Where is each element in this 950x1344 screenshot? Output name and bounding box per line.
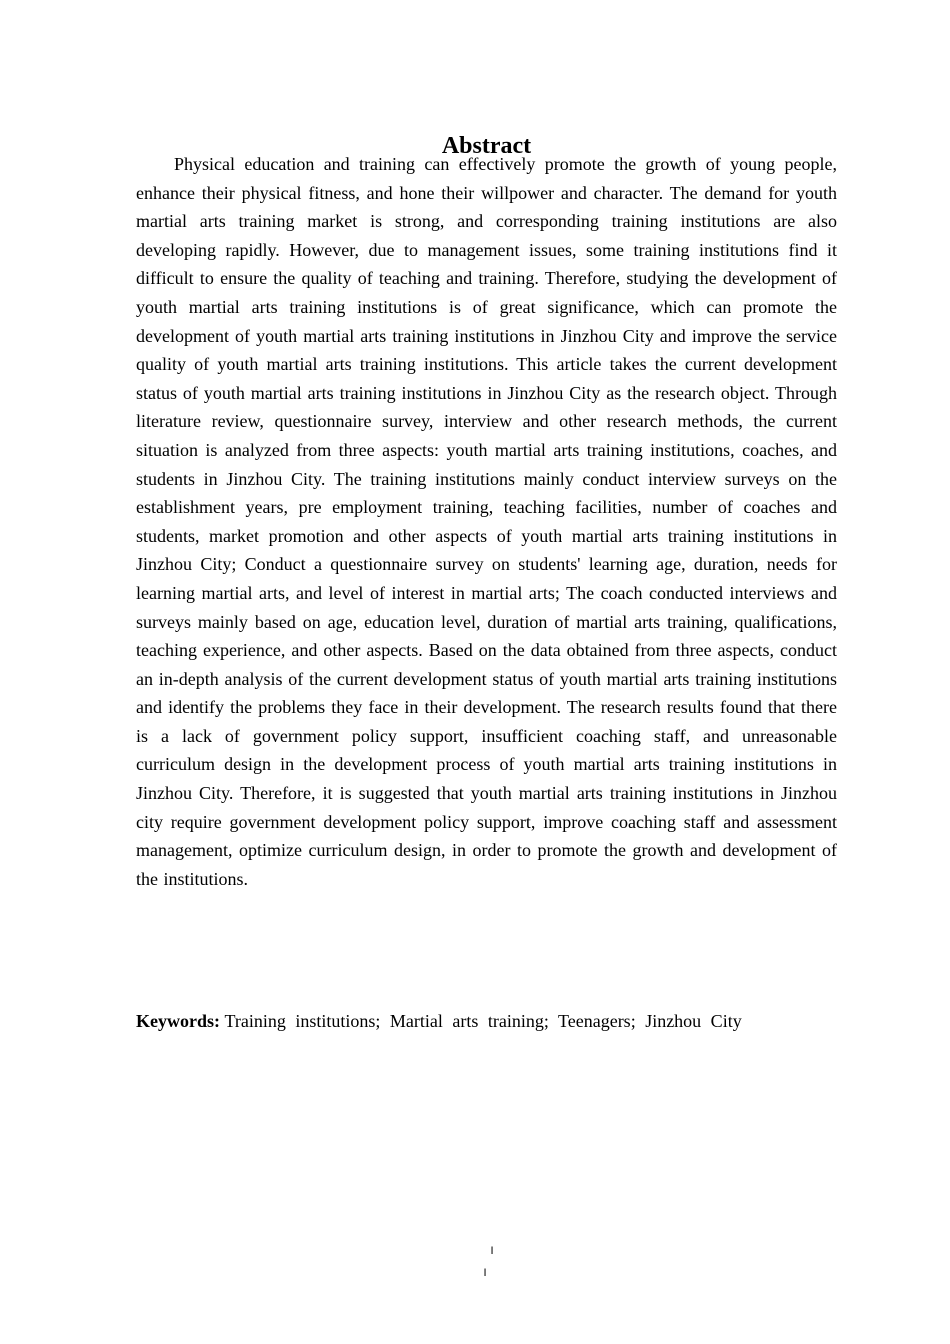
abstract-title: Abstract [441, 133, 532, 160]
abstract-body: Physical education and training can effectively promote the growth of young people, enhance their physical fitness, and hone their willpower and character. The demand for youth martial arts training market is strong, and corresponding training institutions are also developing rapidly. However, due to management issues, some training institutions find it difficult to ensure the quality of teaching and training. Therefore, studying the development of youth martial arts training institutions is of great significance, which can promote the development of youth martial arts training institutions in Jinzhou City and improve the service quality of youth martial arts training institutions. This article takes the current development status of youth martial arts training institutions in Jinzhou City as the research object. Through literature review, questionnaire survey, interview and other research methods, the current situation is analyzed from three aspects: youth martial arts training institutions, coaches, and students in Jinzhou City. The training institutions mainly conduct interview surveys on the establishment years, pre employment training, teaching facilities, number of coaches and students, market promotion and other aspects of youth martial arts training institutions in Jinzhou City; Conduct a questionnaire survey on students' learning age, duration, needs for learning martial arts, and level of interest in martial arts; The coach conducted interviews and surveys mainly based on age, education level, duration of martial arts training, qualifications, teaching experience, and other aspects. Based on the data obtained from three aspects, conduct an in-depth analysis of the current development status of youth martial arts training institutions and identify the problems they face in their development. The research results found that there is a lack of government policy support, insufficient coaching staff, and unreasonable curriculum design in the development process of youth martial arts training institutions in Jinzhou City. Therefore, it is suggested that youth martial arts training institutions in Jinzhou city require government development policy support, improve coaching staff and assessment management, optimize curriculum design, in order to promote the growth and development of the institutions. [136, 154, 837, 889]
page-number-secondary: I [483, 1267, 487, 1279]
keywords-line [136, 1007, 837, 1035]
page-number: I [490, 1245, 494, 1257]
keywords-label: Keywords: [136, 1011, 220, 1031]
keywords-value: Training institutions; Martial arts training; Teenagers; Jinzhou City [224, 1011, 742, 1031]
